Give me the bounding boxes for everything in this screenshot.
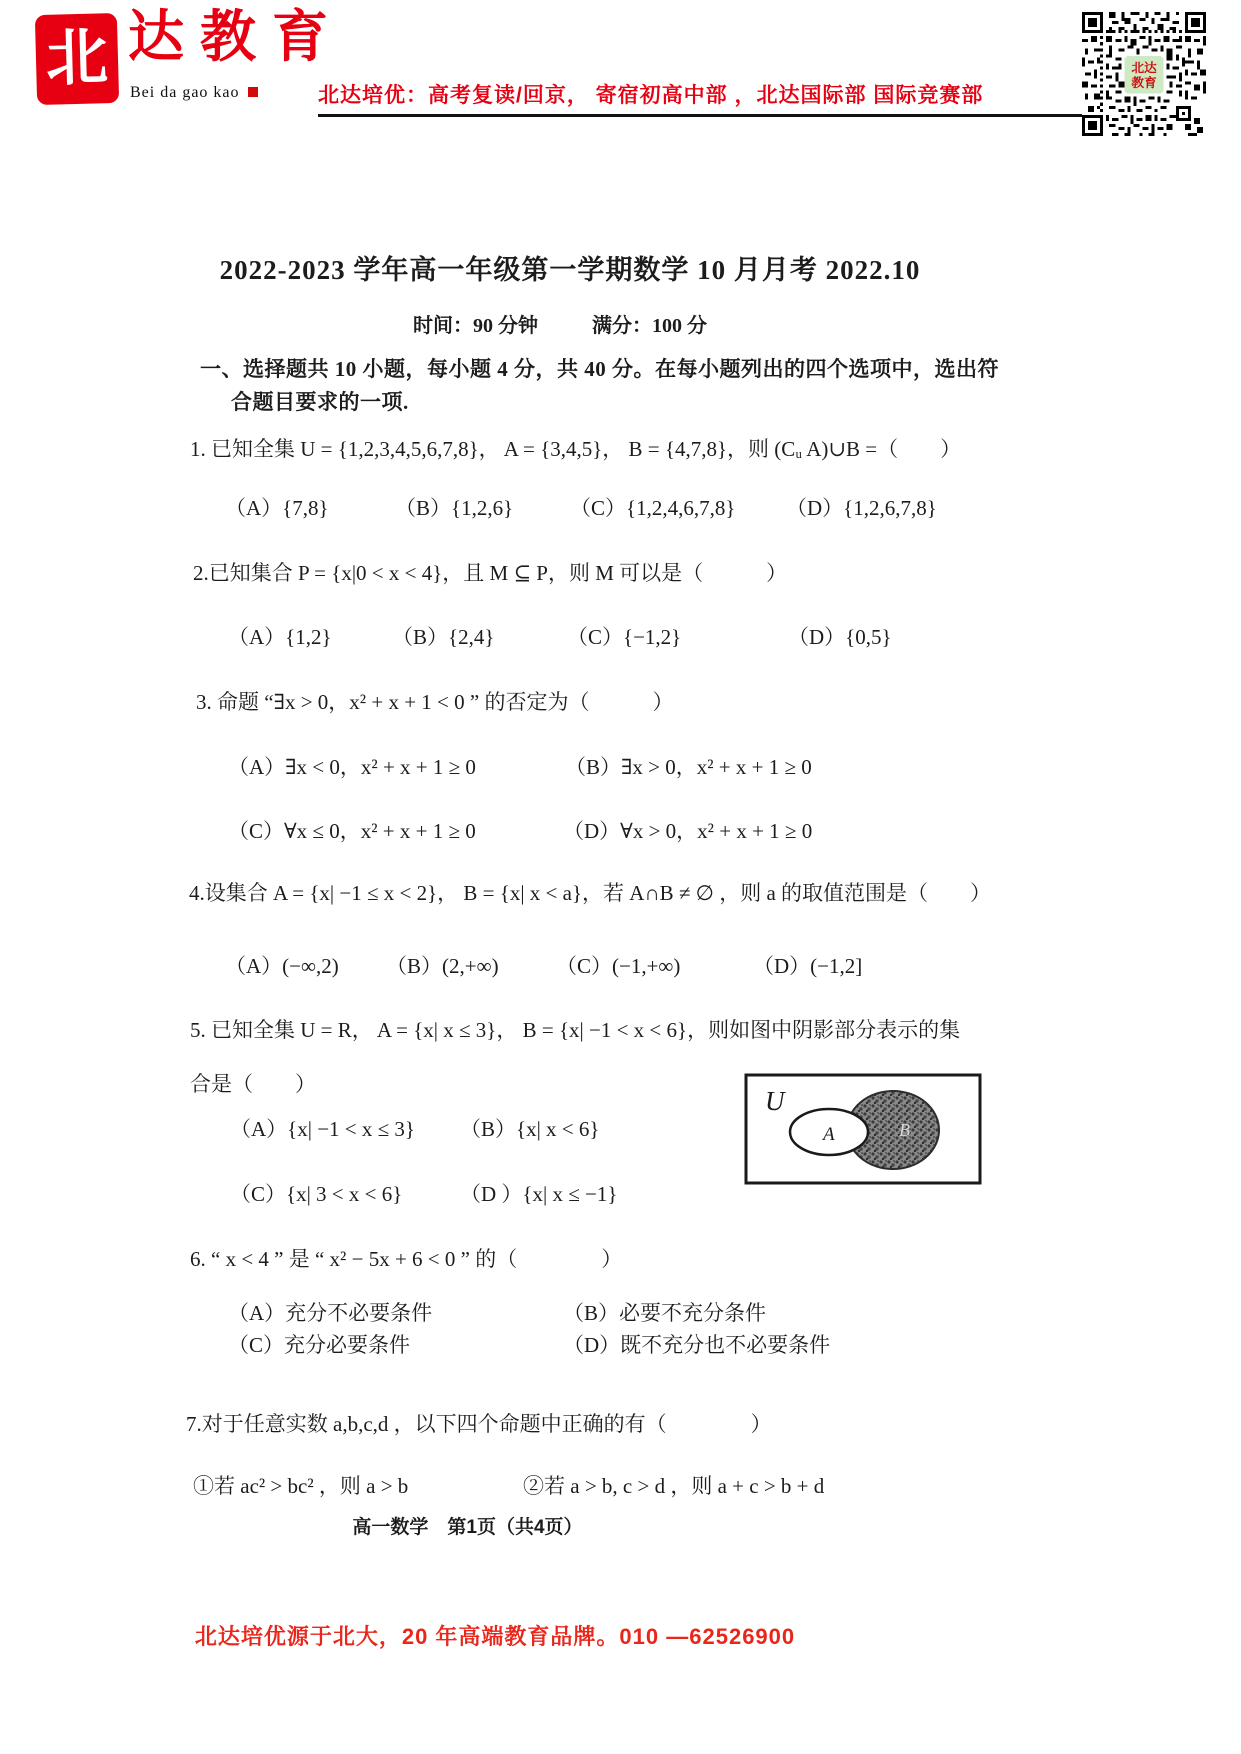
qr-badge-line2: 教育 — [1131, 76, 1157, 91]
question-4-option-a: （A）(−∞,2) — [225, 954, 339, 978]
question-5-stem-line2: 合是（ ） — [190, 1072, 316, 1096]
question-6-option-c: （C）充分必要条件 — [228, 1333, 411, 1357]
header-divider — [318, 114, 1114, 117]
question-4-stem: 4.设集合 A = {x| −1 ≤ x < 2}， B = {x| x < a}，若 A∩B ≠ ∅ ，则 a 的取值范围是（ ） — [189, 881, 992, 905]
exam-title: 2022-2023 学年高一年级第一学期数学 10 月月考 2022.10 — [219, 255, 921, 285]
question-2-option-c: （C）{−1,2} — [567, 625, 682, 649]
question-3-stem: 3. 命题 “∃x > 0，x² + x + 1 < 0 ” 的否定为（ ） — [196, 690, 674, 714]
question-3-option-b: （B）∃x > 0，x² + x + 1 ≥ 0 — [565, 755, 812, 779]
contact-footer: 北达培优源于北大，20 年高端教育品牌。010 —62526900 — [194, 1624, 796, 1649]
section-heading-line1: 一、选择题共 10 小题，每小题 4 分，共 40 分。在每小题列出的四个选项中，选出符 — [200, 357, 999, 381]
question-7-item-1: ①若 ac² > bc² ，则 a > b — [193, 1474, 409, 1498]
question-5-option-b: （B）{x| x < 6} — [460, 1117, 600, 1141]
question-5-stem-line1: 5. 已知全集 U = R， A = {x| x ≤ 3}， B = {x| −1 < x < 6}，则如图中阴影部分表示的集 — [190, 1018, 961, 1042]
venn-set-b-label: B — [899, 1120, 910, 1140]
question-5-option-d: （D ）{x| x ≤ −1} — [460, 1182, 618, 1206]
question-5-option-c: （C）{x| 3 < x < 6} — [230, 1182, 403, 1206]
brand-seal-icon — [35, 13, 119, 105]
question-1-option-b: （B）{1,2,6} — [395, 496, 514, 520]
question-2-option-a: （A）{1,2} — [228, 625, 332, 649]
seal-character: 北 — [45, 24, 109, 94]
page-number-footer: 高一数学 第1页（共4页） — [352, 1517, 583, 1538]
question-6-option-d: （D）既不充分也不必要条件 — [563, 1333, 831, 1357]
question-2-option-d: （D）{0,5} — [788, 625, 892, 649]
exam-time-label: 时间：90 分钟 — [413, 315, 538, 337]
question-7-item-2: ②若 a > b, c > d ，则 a + c > b + d — [523, 1474, 825, 1498]
header-tagline: 北达培优：高考复读/回京， 寄宿初高中部 ，北达国际部 国际竞赛部 — [318, 84, 984, 107]
brand-caption — [130, 84, 258, 102]
caption-square-icon — [248, 87, 258, 97]
brand-name: 达教育 — [128, 7, 344, 69]
question-1-option-d: （D）{1,2,6,7,8} — [786, 496, 937, 520]
question-1-stem: 1. 已知全集 U = {1,2,3,4,5,6,7,8}， A = {3,4,5}， B = {4,7,8}，则 (Cᵤ A)∪B =（ ） — [190, 437, 962, 461]
brand-caption-text: Bei da gao kao — [130, 84, 240, 101]
question-3-option-d: （D）∀x > 0，x² + x + 1 ≥ 0 — [563, 819, 813, 843]
question-1-option-a: （A）{7,8} — [225, 496, 329, 520]
question-3-option-a: （A）∃x < 0，x² + x + 1 ≥ 0 — [228, 755, 476, 779]
qr-code — [1081, 12, 1207, 136]
question-6-stem: 6. “ x < 4 ” 是 “ x² − 5x + 6 < 0 ” 的（ ） — [190, 1247, 623, 1271]
question-3-option-c: （C）∀x ≤ 0，x² + x + 1 ≥ 0 — [228, 819, 476, 843]
venn-set-a-label: A — [823, 1124, 835, 1145]
venn-universe-label: U — [765, 1086, 785, 1116]
qr-badge-line1: 北达 — [1131, 60, 1157, 75]
section-heading-line2: 合题目要求的一项. — [231, 390, 409, 414]
venn-diagram — [743, 1072, 983, 1186]
question-4-option-b: （B）(2,+∞) — [386, 954, 499, 978]
question-4-option-c: （C）(−1,+∞) — [556, 954, 681, 978]
question-5-option-a: （A）{x| −1 < x ≤ 3} — [230, 1117, 415, 1141]
question-2-option-b: （B）{2,4} — [392, 625, 495, 649]
question-6-option-a: （A）充分不必要条件 — [228, 1301, 433, 1325]
exam-score-label: 满分：100 分 — [592, 315, 707, 337]
question-7-stem: 7.对于任意实数 a,b,c,d ，以下四个命题中正确的有（ ） — [186, 1412, 772, 1436]
question-2-stem: 2.已知集合 P = {x|0 < x < 4}，且 M ⊆ P，则 M 可以是（ ） — [193, 561, 788, 585]
question-6-option-b: （B）必要不充分条件 — [563, 1301, 767, 1325]
question-4-option-d: （D）(−1,2] — [753, 954, 863, 978]
question-1-option-c: （C）{1,2,4,6,7,8} — [570, 496, 736, 520]
